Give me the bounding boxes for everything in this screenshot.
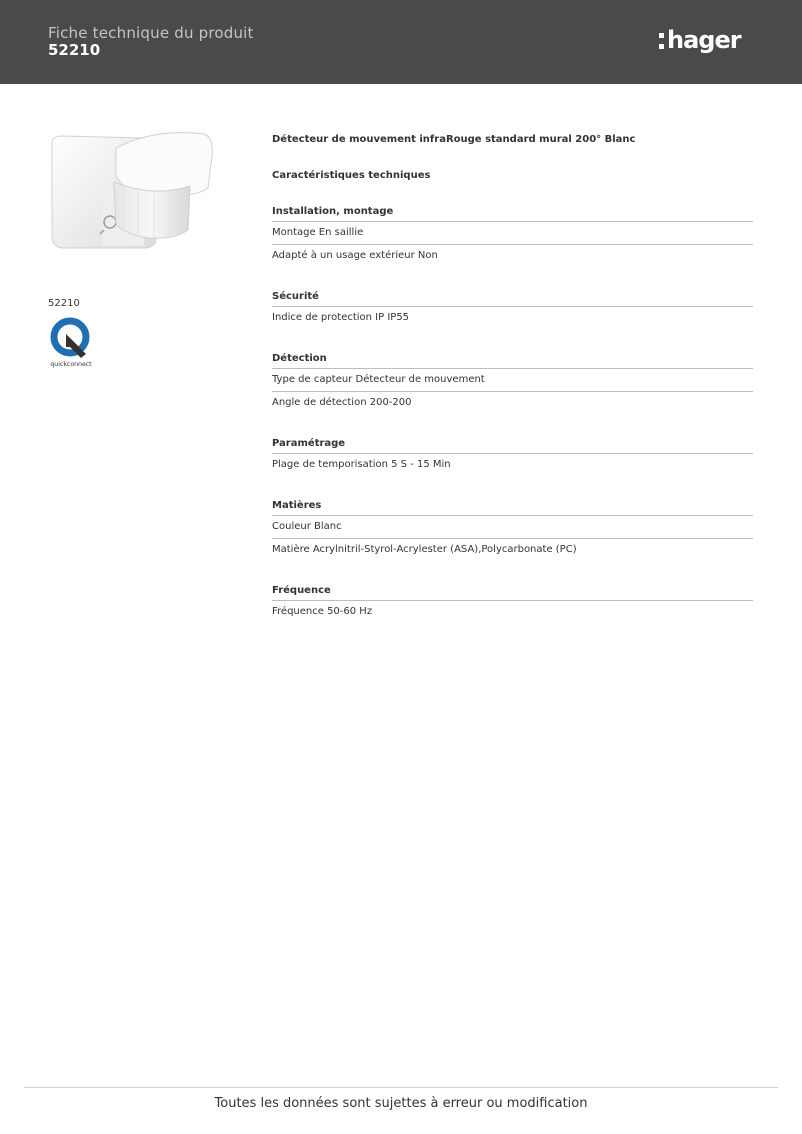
- spec-row: Type de capteur Détecteur de mouvement: [272, 369, 753, 392]
- quickconnect-label: quickconnect: [50, 361, 92, 368]
- section-matieres: [272, 499, 753, 561]
- product-reference: 52210: [48, 298, 80, 309]
- section-title: Fréquence: [272, 584, 753, 601]
- section-securite: [272, 290, 753, 329]
- hager-logo-text: hager: [667, 26, 741, 54]
- main-content: [272, 133, 753, 623]
- section-title: Paramétrage: [272, 437, 753, 454]
- page-header: [0, 0, 802, 84]
- section-frequence: [272, 584, 753, 623]
- section-title: Sécurité: [272, 290, 753, 307]
- spec-row: Matière Acrylnitril-Styrol-Acrylester (ASA),Polycarbonate (PC): [272, 544, 577, 555]
- section-installation: [272, 205, 753, 267]
- hager-logo: [656, 24, 756, 60]
- spec-row: Couleur Blanc: [272, 516, 753, 539]
- motion-detector-image: [44, 126, 216, 254]
- spec-row: Plage de temporisation 5 S - 15 Min: [272, 459, 451, 470]
- characteristics-title: Caractéristiques techniques: [272, 170, 431, 181]
- quickconnect-logo: [46, 316, 96, 370]
- section-parametrage: [272, 437, 753, 476]
- spec-row: Indice de protection IP IP55: [272, 312, 410, 323]
- spec-row: Fréquence 50-60 Hz: [272, 606, 373, 617]
- section-detection: [272, 352, 753, 414]
- section-title: Détection: [272, 352, 753, 369]
- footer-disclaimer: Toutes les données sont sujettes à erreur ou modification: [214, 1096, 588, 1111]
- spec-row: Montage En saillie: [272, 222, 753, 245]
- header-title: Fiche technique du produit: [48, 24, 254, 42]
- spec-row: Adapté à un usage extérieur Non: [272, 250, 438, 261]
- product-description: Détecteur de mouvement infraRouge standard mural 200° Blanc: [272, 134, 636, 145]
- footer-divider: [24, 1087, 778, 1088]
- section-title: Installation, montage: [272, 205, 753, 222]
- section-title: Matières: [272, 499, 753, 516]
- spec-row: Angle de détection 200-200: [272, 397, 412, 408]
- header-product-ref: 52210: [48, 41, 101, 59]
